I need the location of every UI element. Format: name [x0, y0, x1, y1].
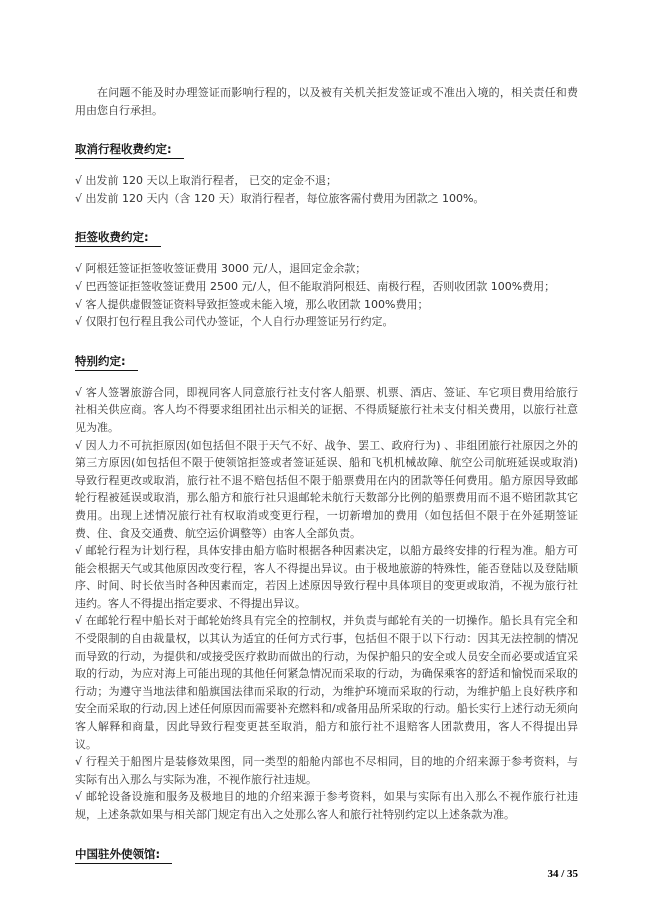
section-heading [75, 847, 578, 864]
bullet-item: √ 在邮轮行程中船长对于邮轮始终具有完全的控制权，并负责与邮轮有关的一切操作。船长具有完全和不受限制的自由裁量权，以其认为适宜的任何方式行事，包括但不限于以下行动：因其无法控制的情况而导致的行动，为提供和/或接受医疗救助而做出的行动，为保护船只的安全或人员安全而必要或适宜采取的行动，为应对海上可能出现的其他任何紧急情况而采取的行动，为确保乘客的舒适和愉悦而采取的行动；为遵守当地法律和船旗国法律而采取的行动，为维护环境而采取的行动，为维护船上良好秩序和安全而采取的行动,因上述任何原因而需要补充燃料和/或备用品所采取的行动。船长实行上述行动无须向客人解释和商量，因此导致行程变更甚至取消，船方和旅行社不退赔客人团款费用，客人不得提出异议。 [75, 614, 578, 751]
bullet-item: √ 客人提供虚假签证资料导致拒签或未能入境，那么收团款 100%费用； [75, 297, 429, 311]
bullet-item: √ 仅限打包行程且我公司代办签证，个人自行办理签证另行约定。 [75, 315, 394, 329]
section-heading [75, 230, 578, 247]
bullet-item: √ 行程关于船图片是装修效果图，同一类型的船舱内部也不尽相同，目的地的介绍来源于参考资料，与实际有出入那么与实际为准，不视作旅行社违规。 [75, 755, 578, 786]
document-section [75, 847, 578, 864]
bullet-item: √ 邮轮行程为计划行程，具体安排由船方临时根据各种因素决定，以船方最终安排的行程为准。船方可能会根据天气或其他原因改变行程，客人不得提出异议。由于极地旅游的特殊性，能否登陆以及登陆顺序、时间、时长依当时各种因素而定，若因上述原因导致行程中具体项目的变更或取消，不视为旅行社违约。客人不得提出指定要求、不得提出异议。 [75, 544, 578, 610]
section-heading [75, 142, 578, 159]
bullet-list [75, 260, 578, 330]
section-heading-text: 拒签收费约定: [75, 230, 161, 247]
bullet-item: √ 客人签署旅游合同，即视同客人同意旅行社支付客人船票、机票、酒店、签证、车它项目费用给旅行社相关供应商。客人均不得要求组团社出示相关的证据、不得质疑旅行社未支付相关费用，以旅行社意见为准。 [75, 385, 578, 434]
document-section [75, 354, 578, 824]
document-section [75, 230, 578, 330]
bullet-item: √ 邮轮设备设施和服务及极地目的地的介绍来源于参考资料，如果与实际有出入那么不视作旅行社违规，上述条款如果与相关部门规定有出入之处那么客人和旅行社特别约定以上述条款为准。 [75, 790, 578, 821]
bullet-list [75, 384, 578, 824]
bullet-list [75, 172, 578, 207]
section-heading-text: 特别约定: [75, 354, 138, 371]
document-section [75, 142, 578, 207]
intro-paragraph: 在问题不能及时办理签证而影响行程的，以及被有关机关拒发签证或不准出入境的，相关责任和费用由您自行承担。 [75, 86, 578, 117]
bullet-item: √ 阿根廷签证拒签收签证费用 3000 元/人，退回定金余款； [75, 262, 367, 276]
page-number: 34 / 35 [547, 868, 578, 880]
section-heading [75, 354, 578, 371]
bullet-item: √ 出发前 120 天内（含 120 天）取消行程者，每位旅客需付费用为团款之 100%。 [75, 191, 485, 205]
bullet-item: √ 出发前 120 天以上取消行程者， 已交的定金不退； [75, 174, 337, 188]
sections-container [75, 142, 578, 863]
bullet-item: √ 因人力不可抗拒原因(如包括但不限于天气不好、战争、罢工、政府行为) 、非组团旅行社原因之外的第三方原因(如包括但不限于使领馆拒签或者签证延误、船和飞机机械故障、航空公司航班延误或取消) 导致行程更改或取消，旅行社不退不赔包括但不限于船票费用在内的团款等任何费用。船方原因导致邮轮行程被延误或取消，那么船方和旅行社只退邮轮未航行天数部分比例的船票费用而不退不赔团款其它费用。出现上述情况旅行社有权取消或变更行程，一切新增加的费用（如包括但不限于在外延期签证费、住、食及交通费、航空运价调整等）由客人全部负责。 [75, 438, 578, 540]
section-heading-text: 中国驻外使领馆: [75, 847, 172, 864]
bullet-item: √ 巴西签证拒签收签证费用 2500 元/人，但不能取消阿根廷、南极行程，否则收团款 100%费用； [75, 279, 556, 293]
section-heading-text: 取消行程收费约定: [75, 142, 184, 159]
